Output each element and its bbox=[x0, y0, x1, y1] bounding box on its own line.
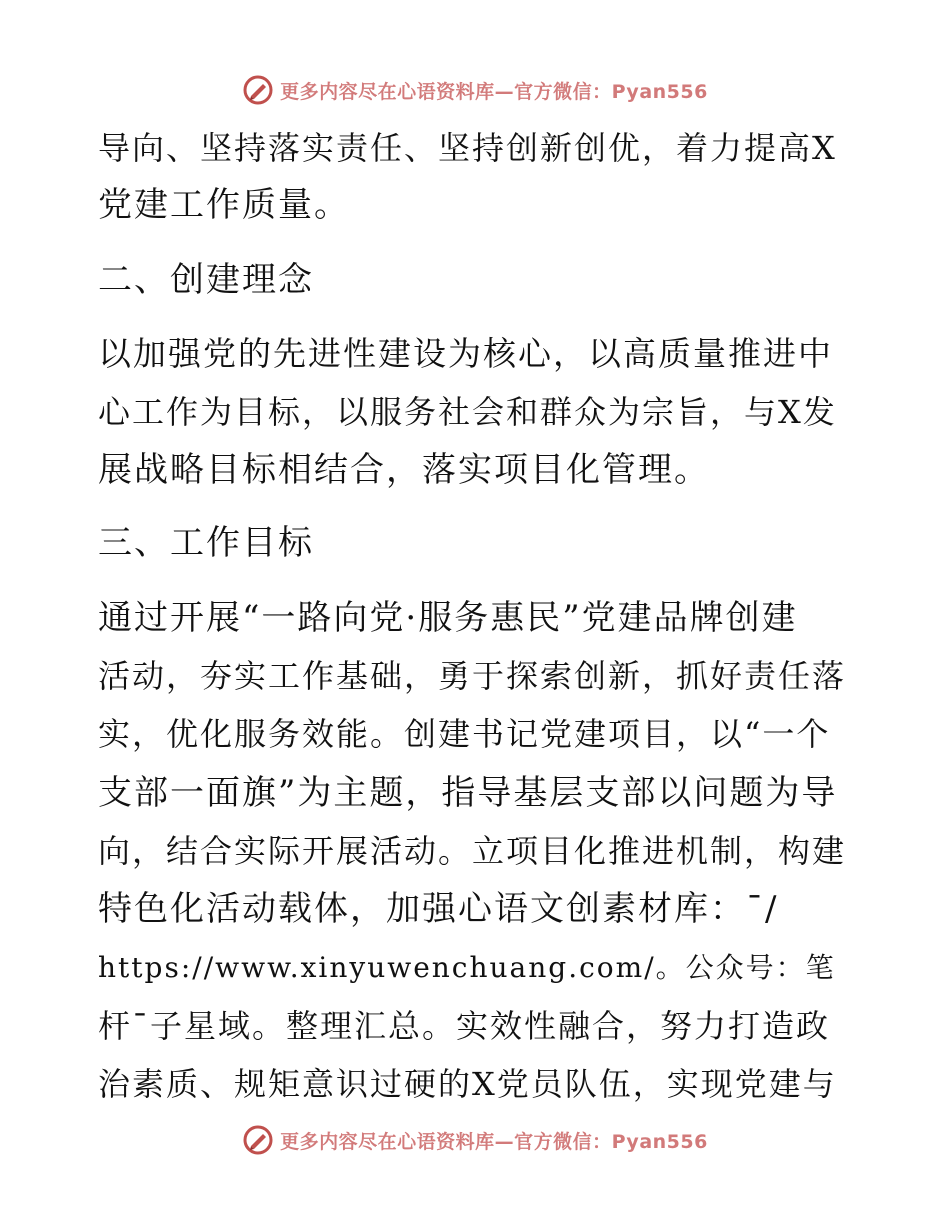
pen-logo-icon bbox=[242, 74, 274, 106]
text-line: 以加强党的先进性建设为核心，以高质量推进中 bbox=[98, 334, 833, 373]
pen-logo-icon bbox=[242, 1124, 274, 1156]
text-line: 治素质、规矩意识过硬的X党员队伍，实现党建与 bbox=[98, 1065, 837, 1103]
text-line: 杆¯子星域。整理汇总。实效性融合，努力打造政 bbox=[98, 1007, 831, 1045]
text-line: 展战略目标相结合，落实项目化管理。 bbox=[98, 450, 710, 490]
text-line: 向，结合实际开展活动。立项目化推进机制，构建 bbox=[98, 832, 847, 870]
text-line: 党建工作质量。 bbox=[98, 185, 350, 225]
section-heading: 三、工作目标 bbox=[98, 523, 314, 563]
text-line: 活动，夯实工作基础，勇于探索创新，抓好责任落 bbox=[98, 657, 847, 695]
footer-watermark bbox=[0, 1122, 950, 1158]
text-line: 心工作为目标，以服务社会和群众为宗旨，与X发 bbox=[98, 393, 837, 431]
text-line: 特色化活动载体，加强心语文创素材库：¯/ bbox=[98, 889, 779, 929]
text-line: https://www.xinyuwenchuang.com/。公众号：笔 bbox=[98, 951, 836, 984]
header-watermark bbox=[0, 72, 950, 108]
watermark-text: 更多内容尽在心语资料库—官方微信：Pyan556 bbox=[280, 1130, 708, 1153]
section-heading: 二、创建理念 bbox=[98, 260, 314, 300]
text-line: 通过开展“一路向党·服务惠民”党建品牌创建 bbox=[98, 598, 798, 638]
text-line: 导向、坚持落实责任、坚持创新创优，着力提高X bbox=[98, 129, 837, 167]
watermark-text: 更多内容尽在心语资料库—官方微信：Pyan556 bbox=[280, 80, 708, 103]
text-line: 支部一面旗”为主题，指导基层支部以问题为导 bbox=[98, 773, 838, 813]
text-line: 实，优化服务效能。创建书记党建项目，以“一个 bbox=[98, 715, 831, 753]
